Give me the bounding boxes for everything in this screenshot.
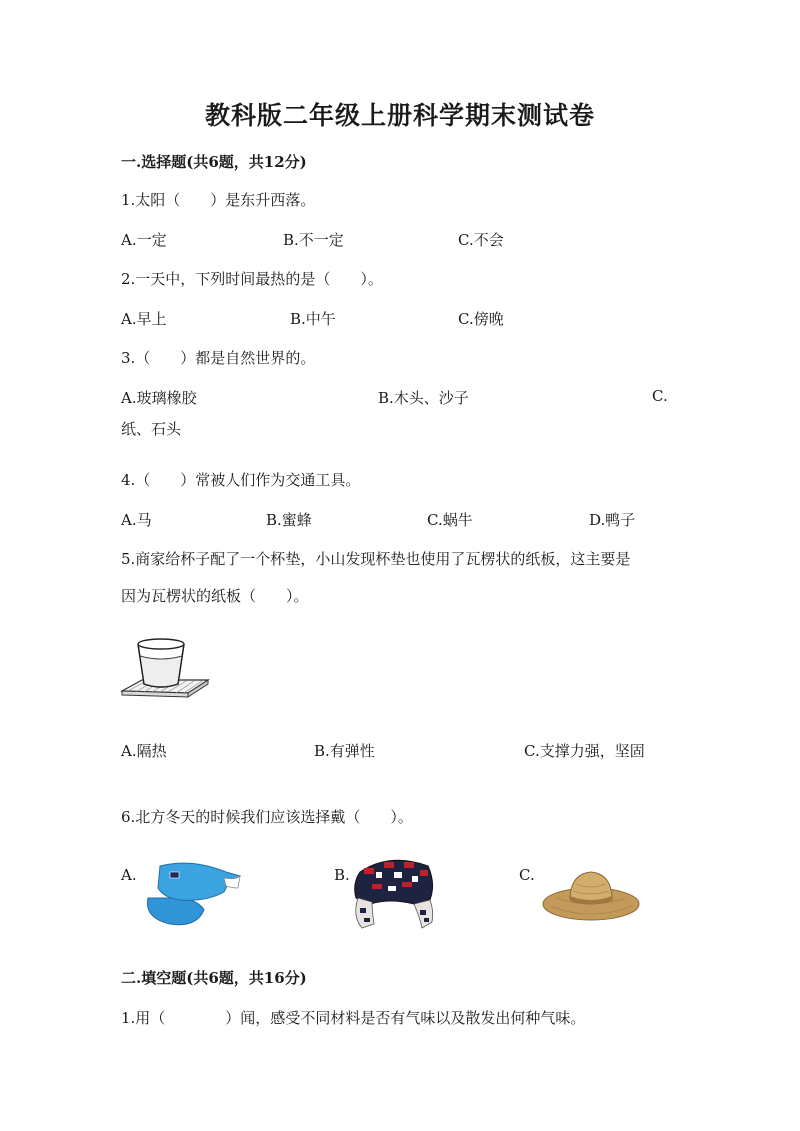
question-2-option-a: A.早上: [121, 310, 167, 328]
question-5-option-b: B.有弹性: [314, 742, 375, 760]
winter-trapper-hat-illustration: [350, 854, 436, 934]
question-3-option-c: C.: [652, 387, 668, 405]
fill-question-1-stem: 1.用（ ）闻，感受不同材料是否有气味以及散发出何种气味。: [121, 1009, 586, 1027]
straw-hat-illustration: [540, 866, 642, 926]
question-1-option-c: C.不会: [458, 231, 504, 249]
question-4-stem: 4.（ ）常被人们作为交通工具。: [121, 471, 361, 489]
question-5-option-c: C.支撑力强，坚固: [524, 742, 645, 760]
question-6-option-b: B.: [334, 866, 350, 884]
question-6-stem: 6.北方冬天的时候我们应该选择戴（ ）。: [121, 808, 413, 826]
visor-cap-illustration: [140, 858, 244, 930]
section-heading-choice: 一.选择题(共6题，共12分): [121, 153, 307, 171]
question-6-option-a: A.: [121, 866, 137, 884]
question-4-option-c: C.蜗牛: [427, 511, 473, 529]
question-1-stem: 1.太阳（ ）是东升西落。: [121, 191, 316, 209]
page-title: 教科版二年级上册科学期末测试卷: [204, 101, 595, 130]
question-4-option-b: B.蜜蜂: [266, 511, 312, 529]
question-4-option-d: D.鸭子: [589, 511, 636, 529]
section-heading-fill-blank: 二.填空题(共6题，共16分): [121, 969, 307, 987]
question-1-option-a: A.一定: [121, 231, 167, 249]
question-3-option-a: A.玻璃橡胶: [121, 389, 197, 407]
cup-on-coaster-illustration: [118, 636, 210, 706]
question-6-option-c: C.: [519, 866, 535, 884]
svg-text:✻: ✻: [386, 900, 398, 916]
question-4-option-a: A.马: [121, 511, 152, 529]
question-3-option-c-text: 纸、石头: [121, 420, 182, 438]
question-5-stem-line2: 因为瓦楞状的纸板（ ）。: [121, 587, 309, 605]
question-2-option-b: B.中午: [290, 310, 336, 328]
question-2-stem: 2.一天中，下列时间最热的是（ ）。: [121, 270, 383, 288]
question-5-stem-line1: 5.商家给杯子配了一个杯垫，小山发现杯垫也使用了瓦楞状的纸板，这主要是: [121, 550, 631, 568]
question-3-stem: 3.（ ）都是自然世界的。: [121, 349, 316, 367]
question-5-option-a: A.隔热: [121, 742, 167, 760]
question-3-option-b: B.木头、沙子: [378, 389, 469, 407]
question-1-option-b: B.不一定: [283, 231, 344, 249]
question-2-option-c: C.傍晚: [458, 310, 504, 328]
